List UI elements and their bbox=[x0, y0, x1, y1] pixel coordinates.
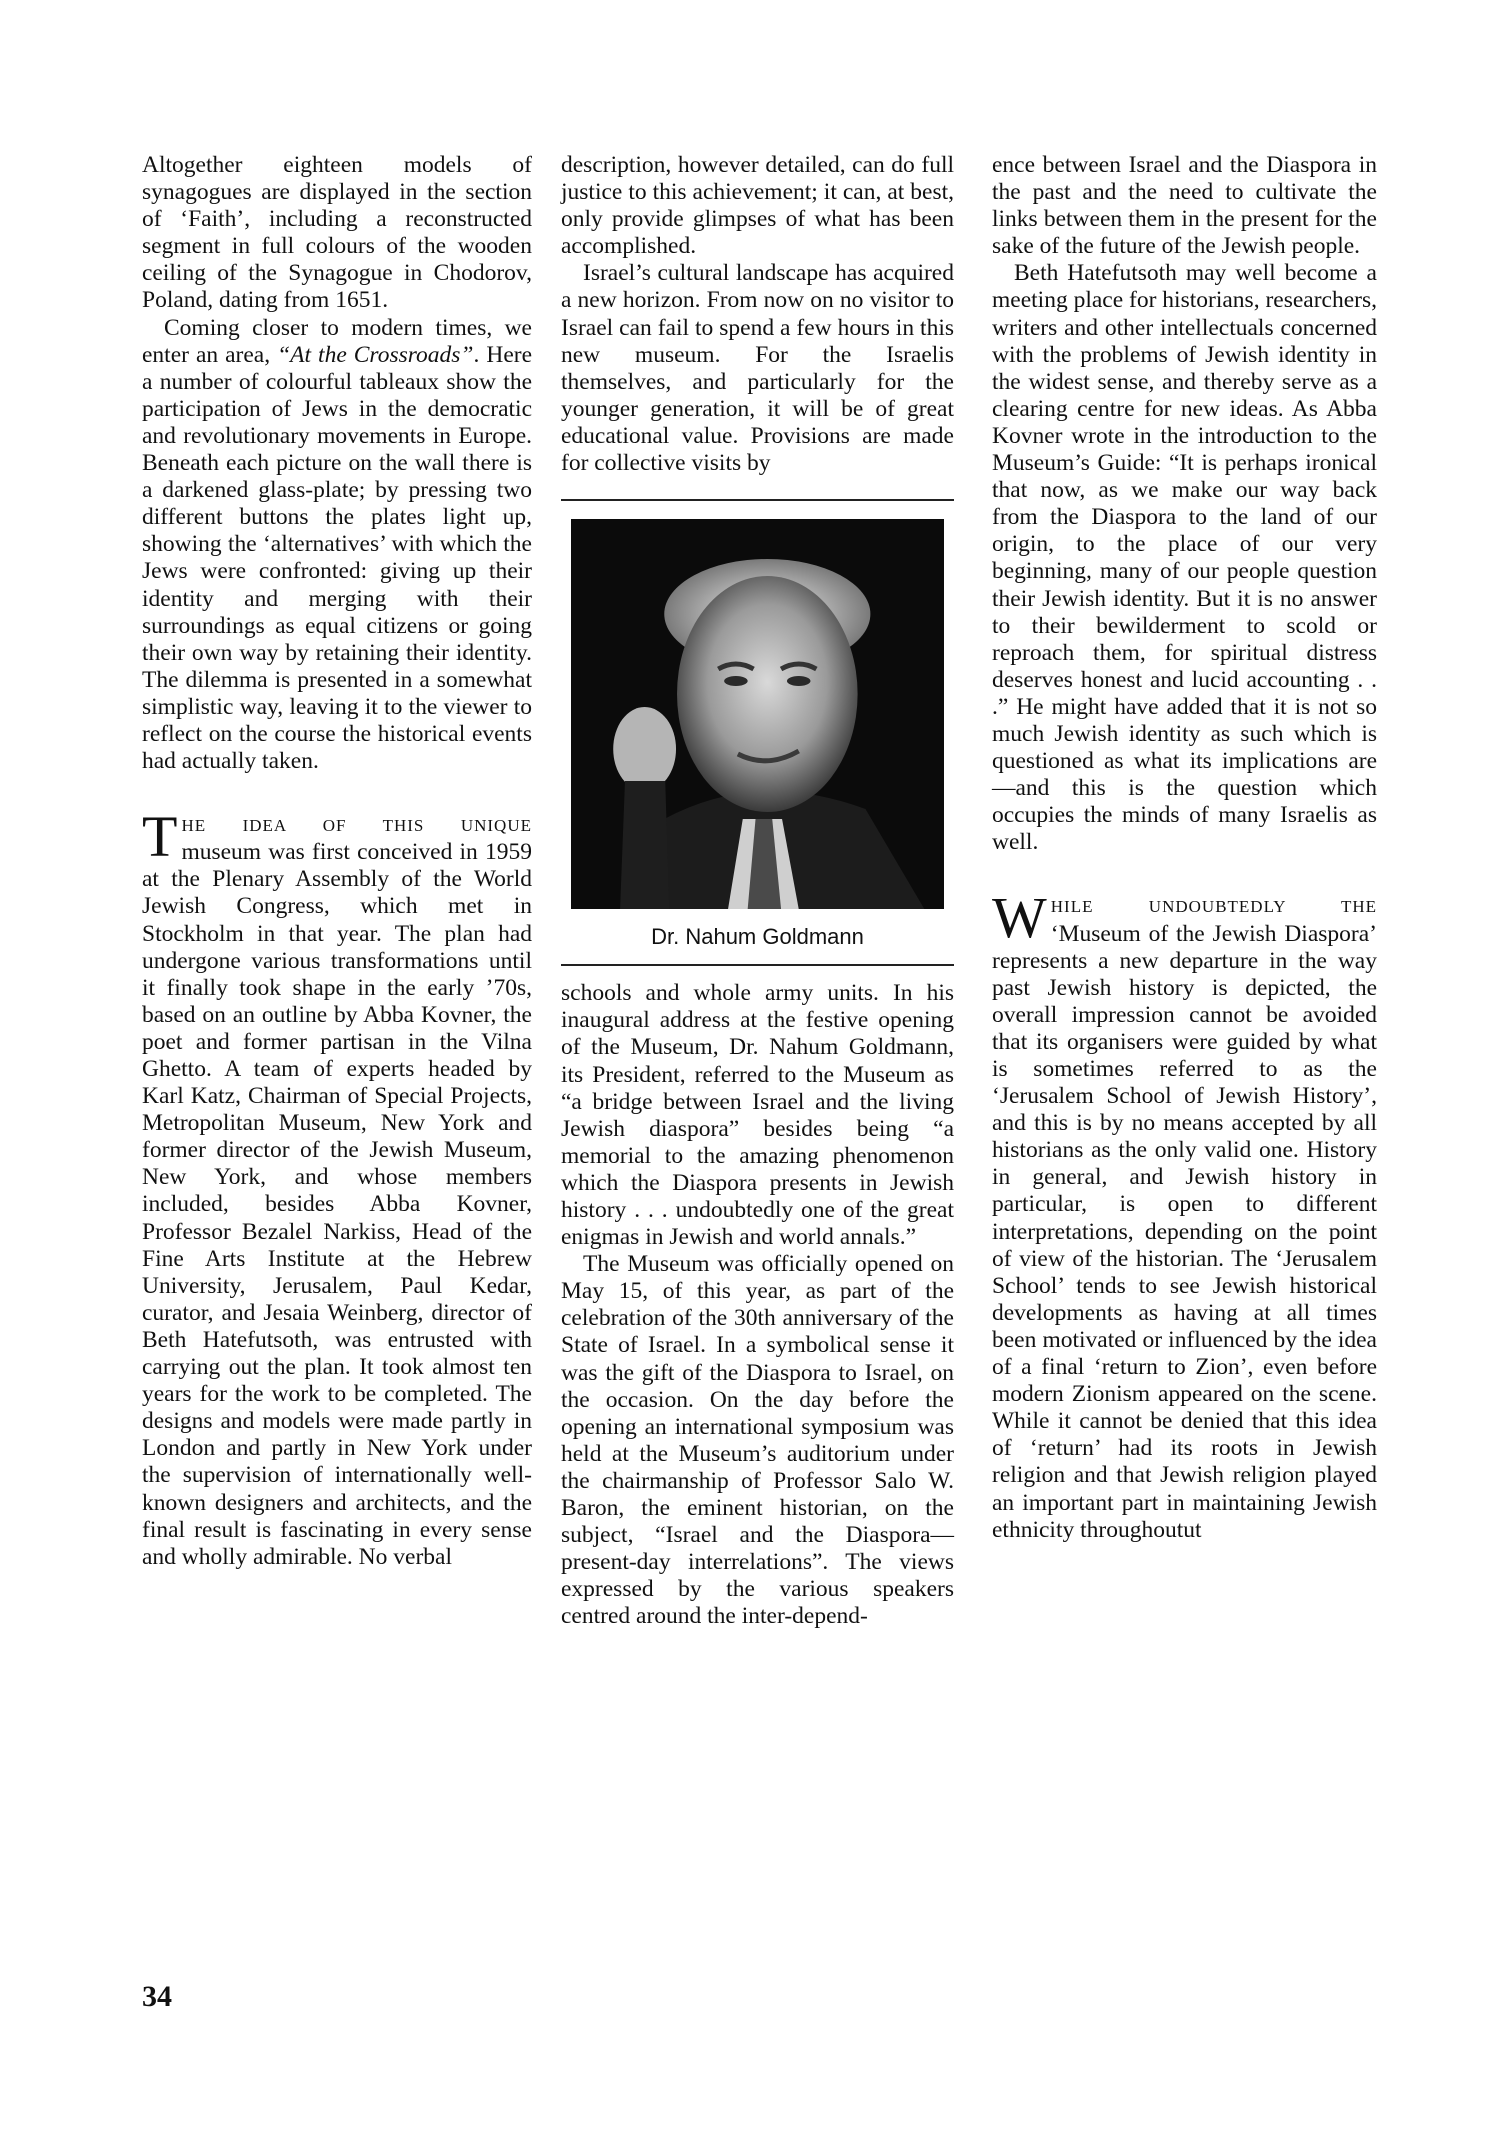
paragraph: Altogether eighteen models of synagogues are displayed in the section of ‘Faith’, including a reconstructed segment in full colours of the wooden ceiling of the Synagogue in Chodorov, Poland, dating from 1651. bbox=[142, 152, 532, 314]
section-lead-smallcaps: HE IDEA OF THIS UNIQUE bbox=[181, 816, 532, 836]
paragraph: Beth Hatefutsoth may well become a meeting place for historians, researchers, writers and other intellectuals concerned with the problems of Jewish identity in the widest sense, and thereby serve as a clearing centre for new ideas. As Abba Kovner wrote in the introduction to the Museum’s Guide: “It is perhaps ironical that now, as we make our way back from the Diaspora to the land of our origin, to the place of our very beginning, many of our people question their Jewish identity. But it is no answer to their bewilderment to scold or reproach them, for spiritual distress deserves honest and lucid accounting . . .” He might have added that it is not so much Jewish identity as such which is questioned as what its implications are—and this is the question which occupies the minds of many Israelis as well. bbox=[992, 260, 1377, 856]
section-text: ‘Museum of the Jewish Diaspora’ represents a new departure in the way past Jewish history is depicted, the overall impression cannot be avoided that its organisers were guided by what is sometimes referred to as the ‘Jerusalem School of Jewish History’, and this is by no means accepted by all historians as the only valid one. History in general, and Jewish history in particular, is open to different interpretations, depending on the point of view of the historian. The ‘Jerusalem School’ tends to see Jewish historical developments as having at all times been motivated or influenced by the idea of a final ‘return to Zion’, even before modern Zionism appeared on the scene. While it cannot be denied that this idea of ‘return’ had its roots in Jewish religion and that Jewish religion played an important part in maintaining Jewish ethnicity throughoutut bbox=[992, 920, 1377, 1543]
paragraph: schools and whole army units. In his inaugural address at the festive opening of the Museum, Dr. Nahum Goldmann, its President, referred to the Museum as “a bridge between Israel and the living Jewish diaspora” besides being “a memorial to the amazing phenomenon which the Diaspora presents in Jewish history . . . undoubtedly one of the great enigmas in Jewish and world annals.” bbox=[561, 980, 954, 1251]
drop-cap: W bbox=[992, 885, 1047, 951]
section-while-undoubtedly bbox=[992, 885, 1377, 1543]
column-1 bbox=[142, 152, 532, 1571]
italic-title: “At the Crossroads” bbox=[277, 341, 474, 368]
paragraph: ence between Israel and the Diaspora in the past and the need to cultivate the links between them in the present for the sake of the future of the Jewish people. bbox=[992, 152, 1377, 260]
portrait-photo-icon bbox=[571, 519, 944, 909]
photo-caption: Dr. Nahum Goldmann bbox=[651, 924, 864, 950]
page-number: 34 bbox=[142, 1980, 172, 2013]
section-the-idea bbox=[142, 804, 532, 1571]
drop-cap: T bbox=[142, 804, 178, 870]
paragraph: description, however detailed, can do full justice to this achievement; it can, at best, only provide glimpses of what has been accomplished. bbox=[561, 152, 954, 260]
column-2 bbox=[561, 152, 954, 1630]
rule-bottom bbox=[561, 964, 954, 966]
text-run: . Here a number of colourful tableaux show the participation of Jews in the democratic and revolutionary movements in Europe. Beneath each picture on the wall there is a darkened glass-plate; by pressing two different buttons the plates light up, showing the ‘alternatives’ with which the Jews were confronted: giving up their identity and merging with their surroundings as equal citizens or going their own way by retaining their identity. The dilemma is presented in a somewhat simplistic way, leaving it to the viewer to reflect on the course the historical events had actually taken. bbox=[142, 341, 533, 775]
column-3 bbox=[992, 152, 1377, 1544]
portrait-illustration bbox=[571, 519, 944, 909]
paragraph: Israel’s cultural landscape has acquired a new horizon. From now on no visitor to Israel can fail to spend a few hours in this new museum. For the Israelis themselves, and particularly for the younger generation, it will be of great educational value. Provisions are made for collective visits by bbox=[561, 260, 954, 477]
text-run: Coming closer to modern times, we enter an area, bbox=[142, 314, 532, 368]
photo-figure bbox=[561, 499, 954, 966]
rule-top bbox=[561, 499, 954, 501]
section-text: museum was first conceived in 1959 at the Plenary Assembly of the World Jewish Congress, which met in Stockholm in that year. The plan had undergone various transformations until it finally took shape in the early ’70s, based on an outline by Abba Kovner, the poet and former partisan in the Vilna Ghetto. A team of experts headed by Karl Katz, Chairman of Special Projects, Metropolitan Museum, New York and former director of the Jewish Museum, New York, and whose members included, besides Abba Kovner, Professor Bezalel Narkiss, Head of the Fine Arts Institute at the Hebrew University, Jerusalem, Paul Kedar, curator, and Jesaia Weinberg, director of Beth Hatefutsoth, was entrusted with carrying out the plan. It took almost ten years for the work to be completed. The designs and models were made partly in London and partly in New York under the supervision of internationally well-known designers and architects, and the final result is fascinating in every sense and wholly admirable. No verbal bbox=[142, 839, 532, 1570]
section-lead-smallcaps: HILE UNDOUBTEDLY THE bbox=[1050, 897, 1377, 917]
paragraph bbox=[142, 315, 532, 776]
paragraph: The Museum was officially opened on May 15, of this year, as part of the celebration of the 30th anniversary of the State of Israel. In a symbolical sense it was the gift of the Diaspora to Israel, on the occasion. On the day before the opening an international symposium was held at the Museum’s auditorium under the chairmanship of Professor Salo W. Baron, the eminent historian, on the subject, “Israel and the Diaspora—present-day interrelations”. The views expressed by the various speakers centred around the inter-depend- bbox=[561, 1251, 954, 1630]
